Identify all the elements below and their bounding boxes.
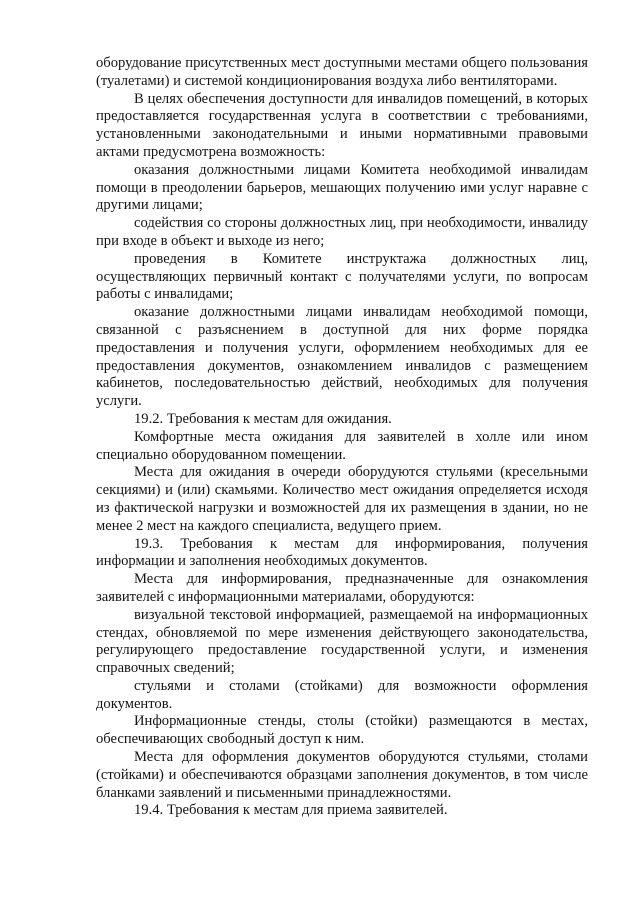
paragraph-document-places: Места для оформления документов оборудуются стульями, столами (стойками) и обеспечиваются образцами заполнения документов, в том числе бланками заявлений и письменными принадлежностями. <box>96 749 588 801</box>
section-heading-19-3: 19.3. Требования к местам для информирования, получения информации и заполнения необходимых документов. <box>96 535 588 570</box>
paragraph-chairs-tables: стульями и столами (стойками) для возможности оформления документов. <box>96 677 588 712</box>
paragraph-info-places: Места для информирования, предназначенные для ознакомления заявителей с информационными материалами, оборудуются: <box>96 571 588 605</box>
paragraph-waiting-seats: Места для ожидания в очереди оборудуются стульями (кресельными секциями) и (или) скамьями. Количество мест ожидания определяется исходя из фактической нагрузки и возможностей для их размещения в здании, но не менее 2 мест на каждого специалиста, ведущего прием. <box>96 464 588 534</box>
paragraph-waiting-comfort: Комфортные места ожидания для заявителей в холле или ином специально оборудованном помещении. <box>96 428 588 463</box>
paragraph-info-stands: Информационные стенды, столы (стойки) размещаются в местах, обеспечивающих свободный доступ к ним. <box>96 713 588 748</box>
section-heading-19-2: 19.2. Требования к местам для ожидания. <box>134 410 392 427</box>
paragraph-visual-info: визуальной текстовой информацией, размещаемой на информационных стендах, обновляемой по мере изменения действующего законодательства, регулирующего предоставление государственной услуги, и изменения справочных сведений; <box>96 606 588 677</box>
paragraph-necessary-help: оказание должностными лицами инвалидам необходимой помощи, связанной с разъяснением в доступной для них форме порядка предоставления и получения услуги, оформлением необходимых для ее предоставления документов, ознакомлением инвалидов с размещением кабинетов, последовательностью действий, необходимых для получения услуги. <box>96 304 588 410</box>
paragraph-accessibility-intro: В целях обеспечения доступности для инвалидов помещений, в которых предоставляется государственная услуга в соответствии с требованиями, установленными законодательными и иными нормативными правовыми актами предусмотрена возможность: <box>96 90 588 160</box>
paragraph-accessible-facilities: оборудование присутственных мест доступными местами общего пользования (туалетами) и системой кондиционирования воздуха либо вентиляторами. <box>96 55 588 89</box>
section-heading-19-4: 19.4. Требования к местам для приема заявителей. <box>134 802 448 819</box>
document-body <box>96 55 588 820</box>
paragraph-staff-briefing: проведения в Комитете инструктажа должностных лиц, осуществляющих первичный контакт с получателями услуги, по вопросам работы с инвалидами; <box>96 250 588 303</box>
paragraph-assistance-barriers: оказания должностными лицами Комитета необходимой инвалидам помощи в преодолении барьеров, мешающих получению ими услуг наравне с другими лицами; <box>96 161 588 214</box>
paragraph-entry-assistance: содействия со стороны должностных лиц, при необходимости, инвалиду при входе в объект и выходе из него; <box>96 215 588 249</box>
